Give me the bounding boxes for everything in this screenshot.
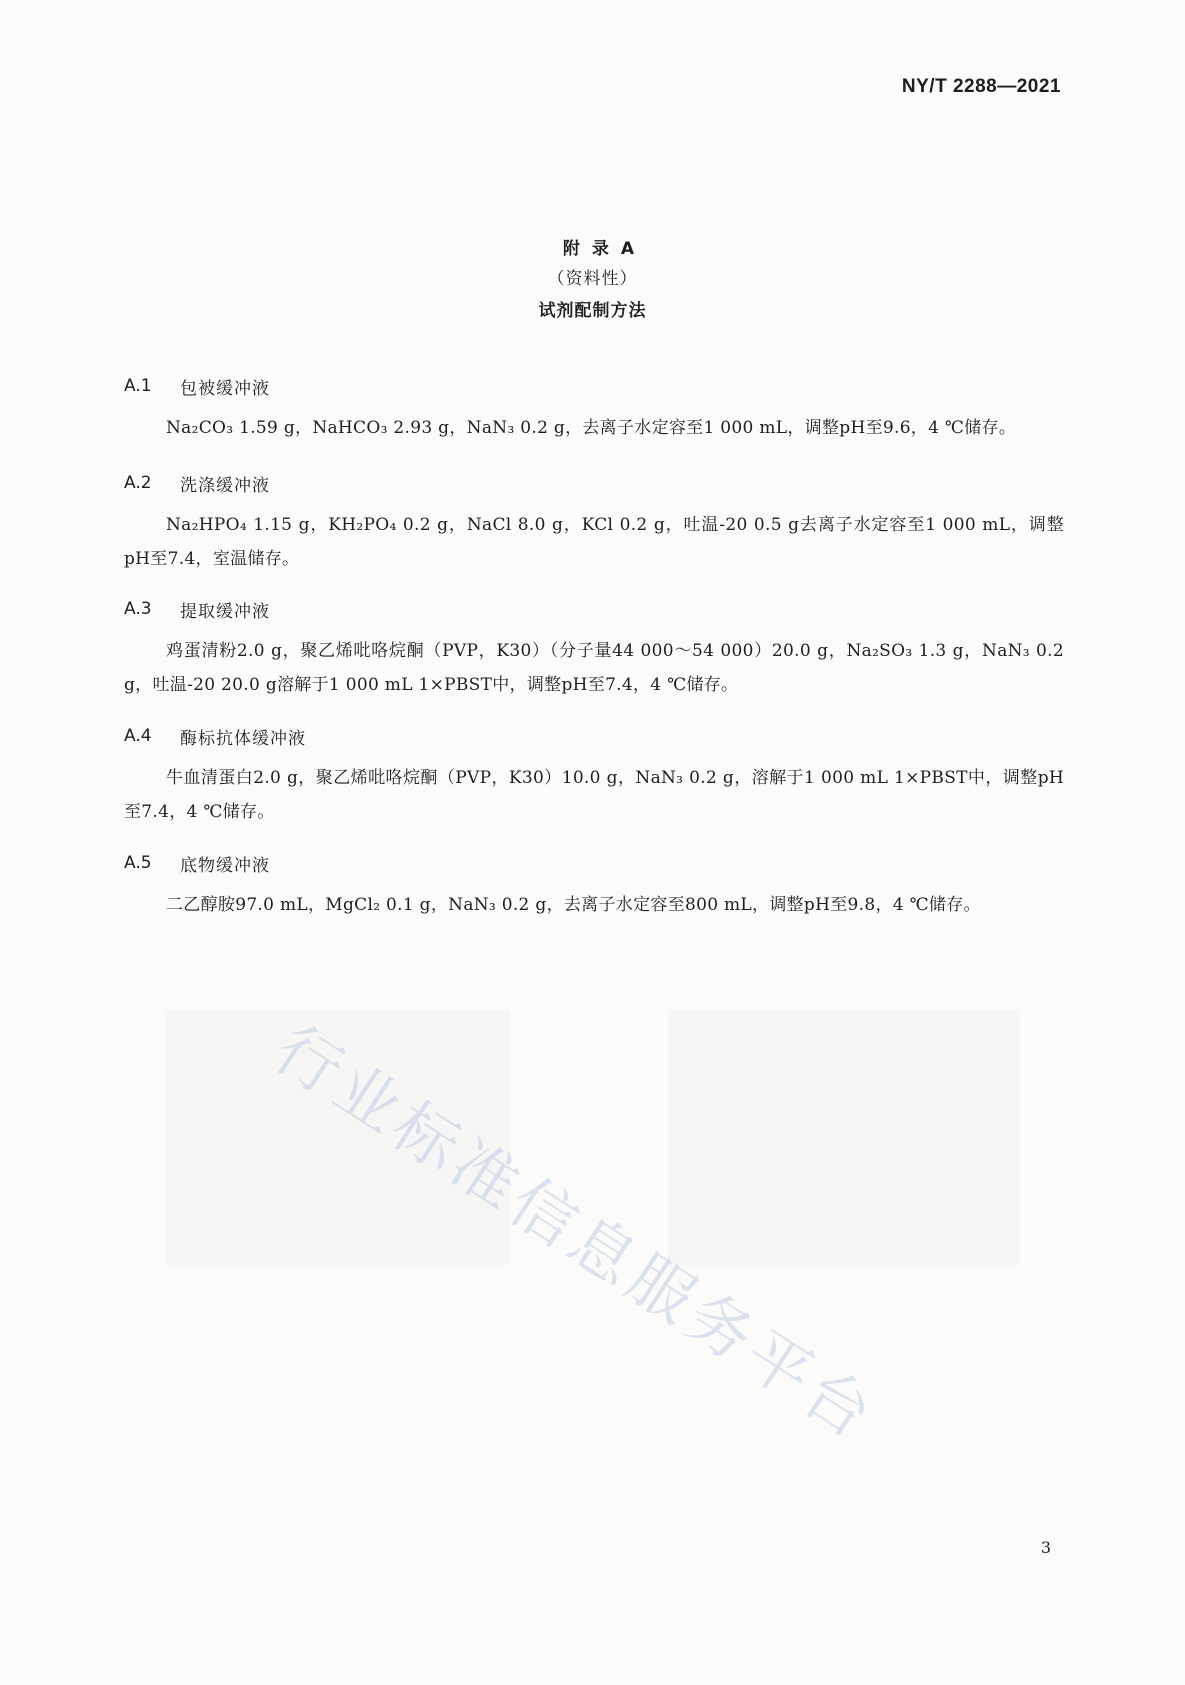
- section-a3: [124, 596, 1064, 702]
- section-a5: [124, 850, 1064, 922]
- section-body: 鸡蛋清粉2.0 g，聚乙烯吡咯烷酮（PVP，K30）（分子量44 000～54 000）20.0 g，Na₂SO₃ 1.3 g，NaN₃ 0.2 g，吐温-20 20.0 g溶解于1 000 mL 1×PBST中，调整pH至7.4，4 ℃储存。: [124, 641, 1064, 695]
- section-title: 提取缓冲液: [180, 601, 270, 622]
- section-number: A.5: [124, 853, 152, 873]
- watermark: 行业标准信息服务平台: [261, 1012, 889, 1456]
- appendix-title: 附录A: [562, 239, 647, 259]
- appendix-type: （资料性）: [547, 269, 638, 289]
- section-number: A.1: [124, 376, 152, 396]
- section-heading: [124, 373, 1064, 399]
- section-heading: [124, 850, 1064, 876]
- page-number: 3: [1040, 1538, 1051, 1557]
- section-number: A.4: [124, 726, 152, 746]
- section-number: A.3: [124, 599, 152, 619]
- section-title: 洗涤缓冲液: [180, 475, 270, 496]
- section-title: 酶标抗体缓冲液: [180, 728, 306, 749]
- appendix-subtitle: 试剂配制方法: [538, 301, 647, 321]
- scan-ghost-block: [668, 1010, 1020, 1265]
- section-heading: [124, 723, 1064, 749]
- section-title: 底物缓冲液: [180, 855, 270, 876]
- section-a1: [124, 373, 1064, 445]
- section-a4: [124, 723, 1064, 829]
- section-heading: [124, 470, 1064, 496]
- section-body: Na₂HPO₄ 1.15 g，KH₂PO₄ 0.2 g，NaCl 8.0 g，KCl 0.2 g，吐温-20 0.5 g去离子水定容至1 000 mL，调整pH至7.4，室温储存。: [124, 515, 1064, 569]
- section-title: 包被缓冲液: [180, 378, 270, 399]
- section-a2: [124, 470, 1064, 576]
- section-heading: [124, 596, 1064, 622]
- section-body: 牛血清蛋白2.0 g，聚乙烯吡咯烷酮（PVP，K30）10.0 g，NaN₃ 0.2 g，溶解于1 000 mL 1×PBST中，调整pH至7.4，4 ℃储存。: [124, 768, 1064, 822]
- section-body: Na₂CO₃ 1.59 g，NaHCO₃ 2.93 g，NaN₃ 0.2 g，去离子水定容至1 000 mL，调整pH至9.6，4 ℃储存。: [166, 418, 1017, 438]
- section-number: A.2: [124, 473, 152, 493]
- standard-code: NY/T 2288—2021: [901, 76, 1061, 97]
- section-body: 二乙醇胺97.0 mL，MgCl₂ 0.1 g，NaN₃ 0.2 g，去离子水定容至800 mL，调整pH至9.8，4 ℃储存。: [166, 895, 981, 915]
